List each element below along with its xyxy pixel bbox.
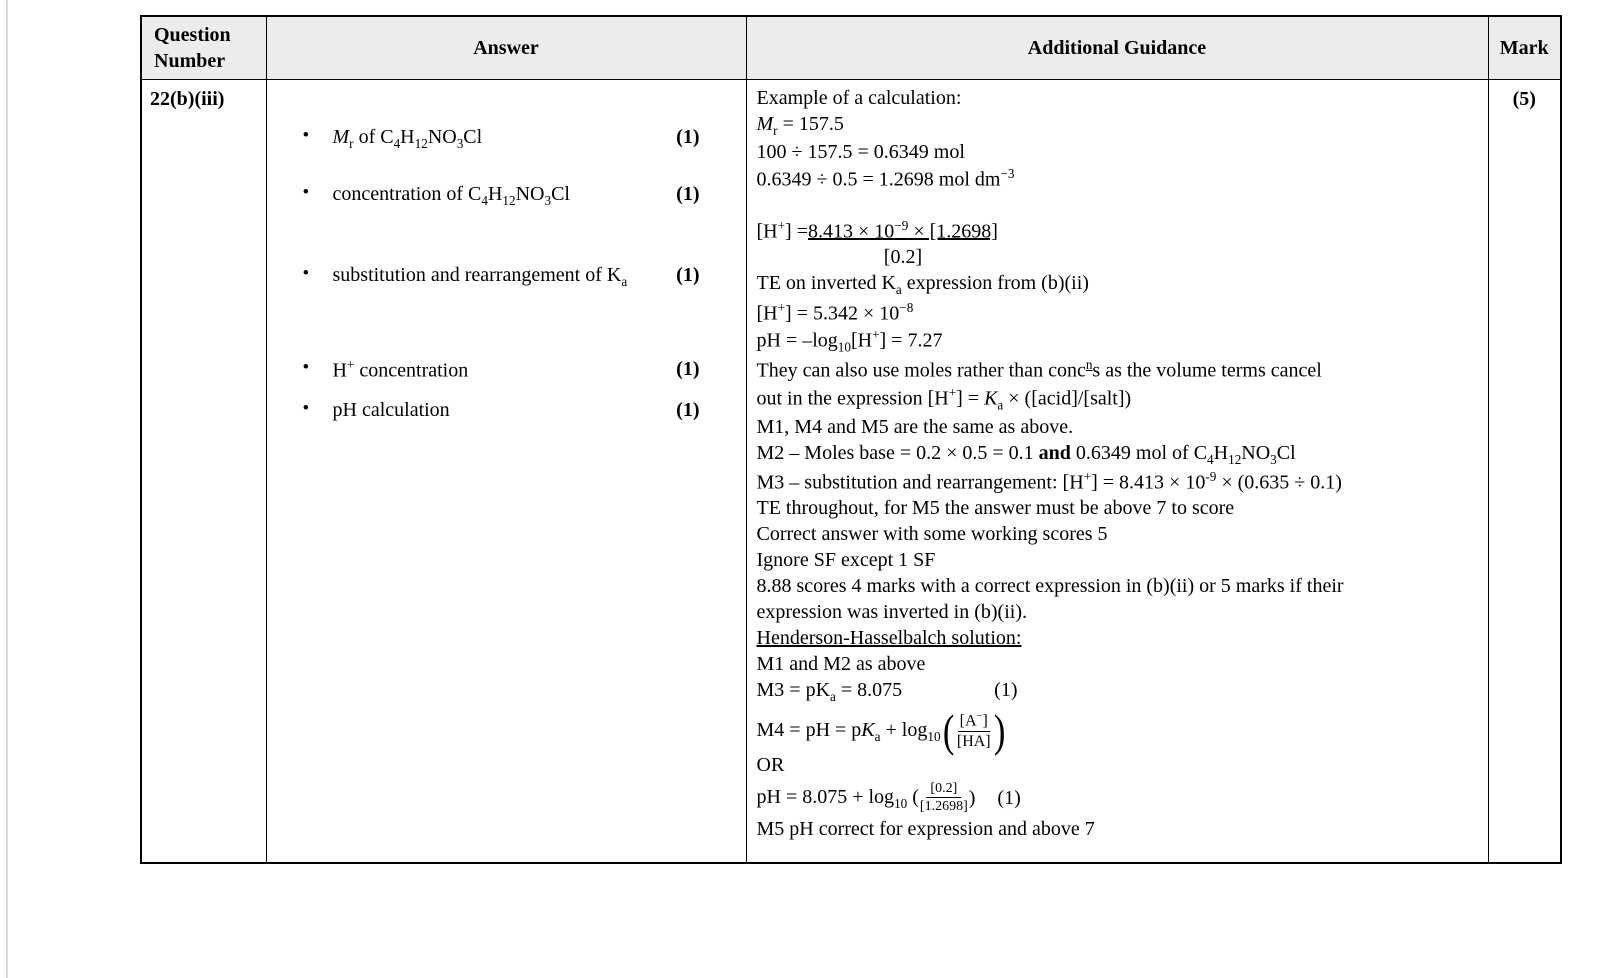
hh-ph-mark: (1) xyxy=(997,786,1021,809)
guidance-scores-paragraph: 8.88 scores 4 marks with a correct expression in (b)(ii) or 5 marks if their expression was inverted in (b)(ii). xyxy=(756,575,1344,624)
answer-cell xyxy=(266,80,746,863)
guidance-moles-paragraph: They can also use moles rather than conc$^n$s as the volume terms cancel out in the expression $[H^+] = K_a$ × ([acid]/[salt]) xyxy=(756,357,1322,413)
answer-point-text: $M_r$ of $C_4H_{12}NO_3Cl$ xyxy=(332,126,483,151)
col-header-question-number: Question Number xyxy=(141,16,266,80)
hh-m3-mark: (1) xyxy=(994,679,1018,702)
guidance-hh-m5-line: M5 pH correct for expression and above 7 xyxy=(756,817,1095,840)
guidance-ph-line: pH = $-\log_{10}[H^+] = 7.27$ xyxy=(756,327,943,355)
left-parenthesis: ( xyxy=(942,705,954,757)
right-parenthesis: ) xyxy=(993,705,1006,757)
hh-ph-prefix: pH = $8.075 + \log_{10}$ ( xyxy=(756,785,919,811)
mark-value: (5) xyxy=(1512,88,1536,110)
question-number: 22(b)(iii) xyxy=(150,88,225,110)
hh-m4-fraction xyxy=(957,710,991,752)
guidance-correct-answer-line: Correct answer with some working scores 5 xyxy=(756,523,1108,546)
guidance-ka-equation xyxy=(757,217,1478,271)
guidance-mr-line: $M_r = 157.5$ xyxy=(756,113,844,138)
answer-point-mark: (1) xyxy=(676,126,700,148)
guidance-mol-line-1: 100 ÷ 157.5 = 0.6349 mol xyxy=(756,141,965,164)
col-header-answer: Answer xyxy=(266,16,746,80)
answer-point-mark: (1) xyxy=(676,358,700,381)
bullet-icon: • xyxy=(302,357,310,379)
guidance-h-concentration-line: $[H^+] = 5.342 \times 10^{-8}$ xyxy=(756,299,914,325)
guidance-mol-line-2: 0.6349 ÷ 0.5 = 1.2698 mol $dm^{-3}$ xyxy=(756,166,1015,191)
guidance-m1-line: M1, M4 and M5 are the same as above. xyxy=(756,415,1074,438)
guidance-henderson-title: Henderson-Hasselbalch solution: xyxy=(756,627,1022,650)
ka-fraction-denominator: [0.2] xyxy=(883,246,923,269)
hh-m4-fraction-denominator: [HA] xyxy=(956,732,991,750)
col-header-mark: Mark xyxy=(1488,16,1561,80)
guidance-te-line: TE on inverted $K_a$ expression from (b)(ii) xyxy=(756,272,1089,298)
answer-point-mark: (1) xyxy=(676,399,700,422)
answer-point xyxy=(303,262,700,290)
table-row xyxy=(141,80,1561,863)
bullet-icon: • xyxy=(302,398,310,420)
hh-ph-fraction xyxy=(920,780,968,816)
answer-point xyxy=(303,181,700,209)
header-row xyxy=(141,16,1561,80)
hh-m3-text: $M3 = pK_a = 8.075$ xyxy=(756,679,903,705)
answer-point xyxy=(303,356,700,384)
answer-point-mark: (1) xyxy=(676,264,700,287)
bullet-icon: • xyxy=(302,125,310,146)
bullet-icon: • xyxy=(302,263,310,285)
guidance-hh-m3-line xyxy=(757,677,1478,705)
ka-fraction-numerator: $8.413 \times 10^{-9} \times [1.2698]$ xyxy=(808,217,998,243)
guidance-te-throughout-line: TE throughout, for M5 the answer must be above 7 to score xyxy=(756,497,1235,520)
markscheme-table xyxy=(140,15,1562,864)
hh-ph-fraction-denominator: [1.2698] xyxy=(919,799,968,815)
mark-cell xyxy=(1488,80,1561,863)
hh-m4-prefix: M4 = pH = $pK_a + \log_{10}$ xyxy=(756,718,941,744)
guidance-example-title: Example of a calculation: xyxy=(756,87,962,109)
page-edge-divider xyxy=(6,0,8,978)
guidance-hh-ph-equation xyxy=(757,780,1478,816)
guidance-hh-m1m2-line: M1 and M2 as above xyxy=(756,653,926,676)
guidance-hh-m4-equation xyxy=(756,705,1478,757)
guidance-hh-or-line: OR xyxy=(756,753,785,776)
answer-point-mark: (1) xyxy=(676,183,700,206)
hh-ph-fraction-numerator: [0.2] xyxy=(926,780,961,799)
additional-guidance-cell xyxy=(746,80,1488,863)
question-number-cell xyxy=(141,80,266,863)
bullet-icon: • xyxy=(302,182,310,204)
guidance-ignore-sf-line: Ignore SF except 1 SF xyxy=(756,549,936,572)
ka-fraction xyxy=(808,217,998,271)
hh-m4-fraction-numerator: [A−] xyxy=(958,710,990,732)
guidance-m2-line: M2 – Moles base = 0.2 × 0.5 = 0.1 and 0.6349 mol of $C_4H_{12}NO_3Cl$ xyxy=(756,441,1296,467)
answer-point xyxy=(303,124,700,152)
answer-point-text: pH calculation xyxy=(332,399,450,422)
answer-point xyxy=(303,397,700,423)
guidance-m3-line: M3 – substitution and rearrangement: $[H^+] = 8.413 \times 10^{-9} \times (0.635 \div 0.1)$ xyxy=(756,468,1342,494)
answer-point-text: concentration of $C_4H_{12}NO_3Cl$ xyxy=(332,183,570,209)
answer-point-text: H+ concentration xyxy=(332,357,469,383)
document-page xyxy=(140,15,1560,864)
col-header-additional-guidance: Additional Guidance xyxy=(746,16,1488,80)
ka-equation-prefix: [H+] = xyxy=(756,217,808,243)
answer-point-text: substitution and rearrangement of $K_a$ xyxy=(332,264,628,290)
hh-ph-suffix: ) xyxy=(968,786,976,809)
